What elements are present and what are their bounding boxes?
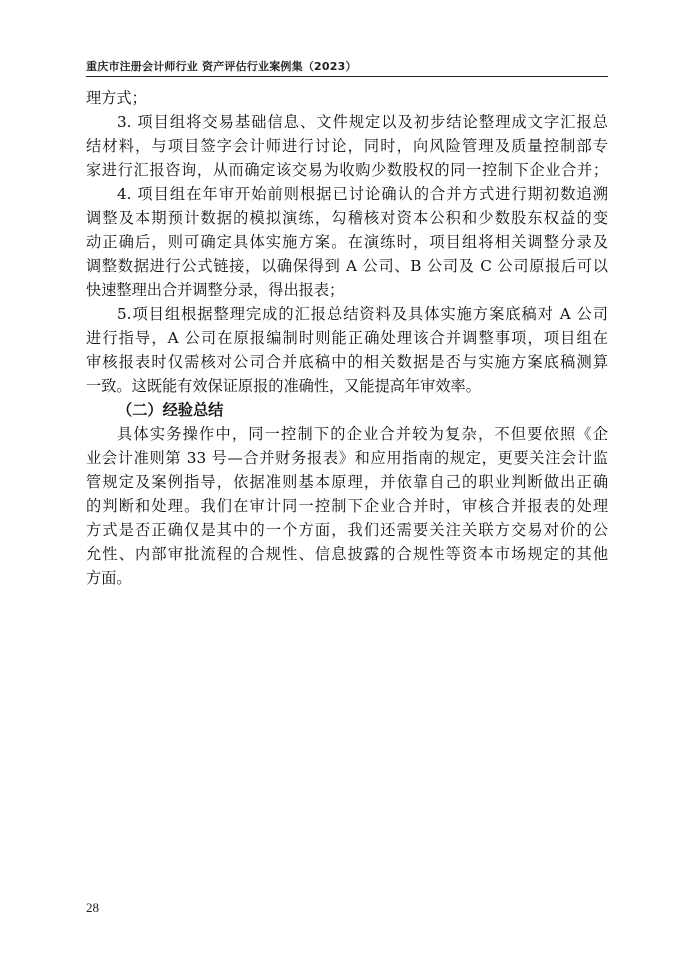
- text-line: 5.项目组根据整理完成的汇报总结资料及具体实施方案底稿对 A 公司: [117, 305, 608, 323]
- text-line: 调整数据进行公式链接，以确保得到 A 公司、B 公司及 C 公司原报后可以: [86, 257, 608, 275]
- text-line: 具体实务操作中，同一控制下的企业合并较为复杂，不但要依照《企: [117, 425, 608, 443]
- text-line: 管规定及案例指导，依据准则基本原理，并依靠自己的职业判断做出正确: [86, 473, 608, 491]
- text-line: 家进行汇报咨询，从而确定该交易为收购少数股权的同一控制下企业合并；: [86, 161, 608, 179]
- text-line: 方面。: [86, 569, 132, 587]
- text-line: 一致。这既能有效保证原报的准确性，又能提高年审效率。: [86, 377, 481, 395]
- text-line: 3. 项目组将交易基础信息、文件规定以及初步结论整理成文字汇报总: [117, 113, 608, 131]
- text-line: 允性、内部审批流程的合规性、信息披露的合规性等资本市场规定的其他: [86, 545, 608, 563]
- text-line: 结材料，与项目签字会计师进行讨论，同时，向风险管理及质量控制部专: [86, 137, 608, 155]
- running-header: 重庆市注册会计师行业 资产评估行业案例集（2023）: [86, 60, 357, 73]
- text-line: 进行指导，A 公司在原报编制时则能正确处理该合并调整事项，项目组在: [86, 329, 608, 347]
- section-heading: （二）经验总结: [117, 401, 224, 419]
- text-line: 快速整理出合并调整分录，得出报表；: [86, 281, 345, 299]
- paragraph-step-3: [86, 110, 608, 182]
- page-number: 28: [86, 900, 99, 915]
- paragraph-step-4: [86, 182, 608, 302]
- text-line: 4. 项目组在年审开始前则根据已讨论确认的合并方式进行期初数追溯: [117, 185, 608, 203]
- text-line: 调整及本期预计数据的模拟演练，勾稽核对资本公积和少数股东权益的变: [86, 209, 608, 227]
- text-line: 动正确后，则可确定具体实施方案。在演练时，项目组将相关调整分录及: [86, 233, 608, 251]
- text-line: 审核报表时仅需核对公司合并底稿中的相关数据是否与实施方案底稿测算: [86, 353, 608, 371]
- text-line: 的判断和处理。我们在审计同一控制下企业合并时，审核合并报表的处理: [86, 497, 608, 515]
- paragraph-experience-summary: [86, 422, 608, 590]
- header-rule: [86, 76, 608, 77]
- text-line: 方式是否正确仅是其中的一个方面，我们还需要关注关联方交易对价的公: [86, 521, 608, 539]
- text-line: 业会计准则第 33 号—合并财务报表》和应用指南的规定，更要关注会计监: [86, 449, 608, 467]
- page-body: [86, 86, 608, 590]
- paragraph-step-5: [86, 302, 608, 398]
- paragraph-continuation: [86, 86, 608, 110]
- text-line: 理方式；: [86, 89, 147, 107]
